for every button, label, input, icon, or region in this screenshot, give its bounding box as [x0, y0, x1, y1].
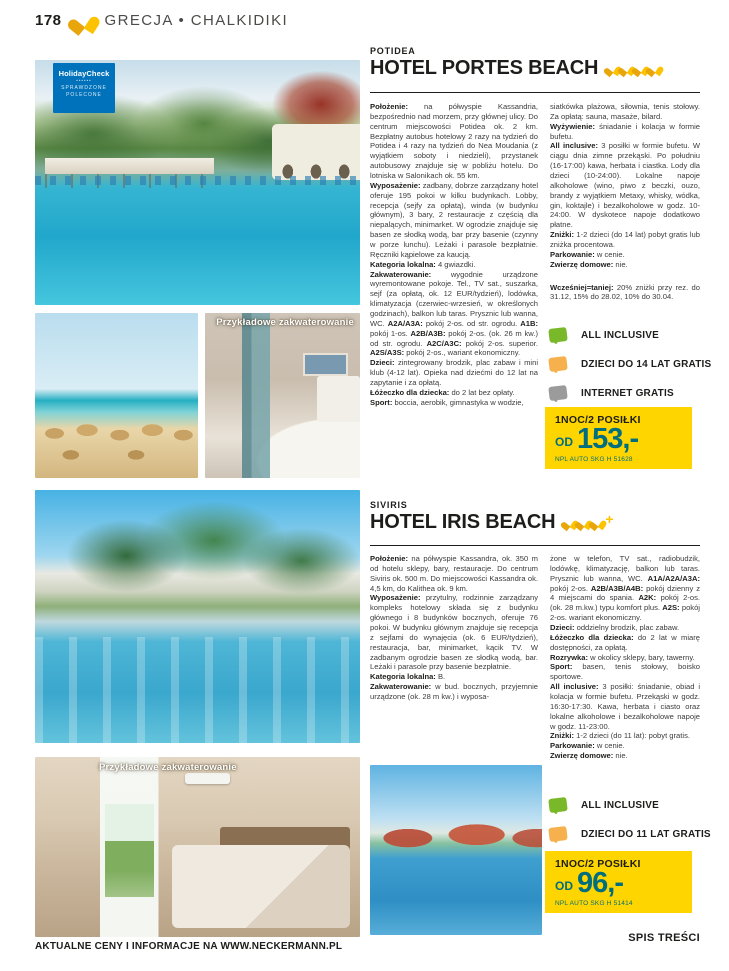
badge-label: INTERNET GRATIS — [581, 387, 674, 399]
hotel-name — [370, 511, 613, 534]
text-paragraph: żone w telefon, TV sat., radiobudzik, lodówkę, klimatyzację, balkon lub taras. Prysznic lub wanna, WC. A1A/A2A/A3A: pokój 2-os. A2B/A3B/A4B: pokój dzienny z 4 miejscami do spania. A2K: pokój 2-os. (ok. 28 m.kw.) typu komfort plus. A2S: pokój 2-os. wariant ekonomiczny. — [550, 554, 700, 623]
hotel-location-label: SIVIRIS — [370, 500, 408, 510]
text-paragraph: Zniżki: 1-2 dzieci (do 11 lat): pobyt gratis. — [550, 731, 690, 741]
text-paragraph: Wyżywienie: śniadanie i kolacja w formie bufetu. — [550, 121, 701, 141]
badge-kids-free — [549, 826, 711, 842]
brand-heart-icon — [72, 10, 94, 31]
photo-portes-pool — [35, 60, 360, 305]
photo-decor-reflection — [35, 637, 360, 743]
text-paragraph: Zwierzę domowe: nie. — [550, 259, 628, 269]
rating-heart-icon — [592, 517, 604, 529]
hotel-name-text: HOTEL IRIS BEACH — [370, 511, 556, 533]
text-paragraph: Wyposażenie: przytulny, rodzinnie zarządzany kompleks hotelowy składa się z budynku głównego i 8 budynków bocznych, oferuje 76 pokoi. W budynku głównym znajduje się recepcja z sejfami do wynajęcia (ok. 6 EUR/tydzień), restauracja, bar, minimarket, kącik TV. W zadbanym ogrodzie basen ze słodką wodą, bar. Leżaki i parasole przy basenie bezpłatnie. — [370, 593, 538, 672]
price-line — [555, 425, 682, 454]
photo-decor-pergola — [45, 158, 214, 174]
description-column-left — [370, 554, 538, 702]
photo-decor-loungers — [35, 176, 360, 185]
badge-all-inclusive — [549, 797, 711, 813]
photo-portes-room — [205, 313, 360, 478]
price-line — [555, 869, 682, 898]
holidaycheck-stars: •••••• — [76, 78, 92, 83]
description-column-right — [550, 102, 700, 302]
internet-free-icon — [548, 385, 568, 401]
hotel-name — [370, 57, 660, 80]
page-header — [35, 12, 288, 29]
price-prefix: OD — [555, 435, 573, 449]
photo-iris-poolside — [370, 765, 542, 935]
page-number: 178 — [35, 12, 62, 29]
photo-decor-picture — [303, 353, 347, 377]
badge-list — [549, 797, 711, 842]
badge-list — [549, 327, 711, 401]
text-paragraph: siatkówka plażowa, siłownia, tenis stołowy. Za opłatą: sauna, masaże, bilard. — [550, 102, 700, 121]
text-paragraph: Rozrywka: w okolicy sklepy, bary, tawerny. — [550, 652, 695, 662]
badge-all-inclusive — [549, 327, 711, 343]
title-divider — [370, 545, 700, 546]
text-paragraph: Sport: boccia, aerobik, gimnastyka w wodzie, — [370, 397, 524, 407]
text-paragraph: Kategoria lokalna: 4 gwiazdki. — [370, 259, 476, 269]
price-code: NPL AUTO SKG H 51414 — [555, 900, 633, 907]
photo-caption: Przykładowe zakwaterowanie — [99, 762, 237, 773]
badge-label: ALL INCLUSIVE — [581, 329, 659, 341]
text-paragraph: Zniżki: 1-2 dzieci (do 14 lat) pobyt gratis lub zniżka procentowa. — [550, 230, 700, 250]
rating-heart-icon — [649, 63, 661, 75]
badge-kids-free — [549, 356, 711, 372]
rating-plus: + — [605, 511, 614, 527]
text-paragraph: Położenie: na półwyspie Kassandria, bezpośrednio nad morzem, przy głównej ulicy. Do centrum miejscowości Potidea ok. 2 km. Bezpłatny autobus hotelowy 2 razy na tydzień do Potidea i 4 razy na tydzień do Nea Moudania (z wyjątkiem soboty i niedzieli), przystanek autobusowy znajduje się w pobliżu hotelu. Do lotniska w Salonikach ok. 55 km. — [370, 102, 538, 181]
all-inclusive-icon — [548, 797, 568, 813]
text-paragraph: Kategoria lokalna: B. — [370, 672, 446, 682]
description-column-right — [550, 554, 700, 761]
text-paragraph: All inclusive: 3 posiłki w formie bufetu. W ciągu dnia zimne przekąski. Po południu (16-17:00) kawa, herbata i ciastka. Lody dla dzieci (10-24:00). Lokalne napoje alkoholowe (wino, piwo z beczki, ouzo, brandy z wyjątkiem Metaxy, whisky, wódka, gin, koktajle) i bezalkoholowe w godz. 10-24:00. W dyskotece napoje dodatkowo płatne. — [550, 141, 700, 230]
photo-iris-pool — [35, 490, 360, 743]
all-inclusive-icon — [548, 327, 568, 343]
text-paragraph: Dzieci: zintegrowany brodzik, plac zabaw i mini klub (4-12 lat). Opieka nad dziećmi do 12 lat na zapytanie i za opłatą. — [370, 358, 539, 388]
holidaycheck-logo: HolidayCheck — [58, 69, 110, 78]
holidaycheck-badge — [53, 63, 115, 113]
title-divider — [370, 92, 700, 93]
text-paragraph: Parkowanie: w cenie. — [550, 249, 625, 259]
badge-label: ALL INCLUSIVE — [581, 799, 659, 811]
text-paragraph: Sport: basen, tenis stołowy, boisko sportowe. — [550, 662, 700, 682]
photo-portes-beach — [35, 313, 198, 478]
text-paragraph: Parkowanie: w cenie. — [550, 741, 625, 751]
photo-decor-umbrellas — [35, 313, 198, 478]
hotel-name-text: HOTEL PORTES BEACH — [370, 57, 599, 79]
hotel-rating — [604, 57, 660, 79]
price-code: NPL AUTO SKG H 51628 — [555, 456, 633, 463]
price-box — [545, 407, 692, 469]
text-paragraph: Zwierzę domowe: nie. — [550, 751, 628, 761]
photo-decor-ac-unit — [185, 773, 231, 784]
hotel-rating — [561, 511, 613, 533]
text-paragraph: Zakwaterowanie: wygodnie urządzone wyremontowane pokoje. Tel., TV sat., suszarka, sejf (za opłatą, ok. 12 EUR/tydzień), lodówka, klimatyzacja (czerwiec-wrzesień, w określonych godzinach), balkon lub taras. Prysznic lub wanna, WC. A2A/A3A: pokój 2-os. od str. ogrodu. A1B: pokój 1-os. A2B/A3B: pokój 2-os. (ok. 26 m kw.) od str. ogrodu. A2C/A3C: pokój 2-os. superior. A2S/A3S: pokój 2-os., wariant ekonomiczny. — [370, 269, 538, 358]
holidaycheck-line1: SPRAWDZONE — [61, 85, 107, 91]
footer-info: AKTUALNE CENY I INFORMACJE NA WWW.NECKERMANN.PL — [35, 941, 343, 952]
text-paragraph: Wyposażenie: zadbany, dobrze zarządzany hotel oferuje 195 pokoi w kilku budynkach. Lobby, recepcja (sejfy za opłatą), winda (w budynku głównym), 3 bary, 2 restauracje z częścią dla niepalących, minimarket. W ogrodzie znajduje się basen ze słodką wodą, bar przy basenie (czynny w porze lunchu). Leżaki i parasole bezpłatnie. Ręczniki kąpielowe za kaucją. — [370, 180, 539, 259]
price-box — [545, 851, 692, 913]
price-header: 1NOC/2 POSIŁKI — [555, 414, 641, 426]
badge-internet-free — [549, 385, 711, 401]
hotel-location-label: POTIDEA — [370, 46, 416, 56]
text-paragraph: Łóżeczko dla dziecka: do 2 lat w miarę dostępności, za opłatą. — [550, 632, 700, 652]
photo-decor-garden-view — [105, 804, 154, 898]
text-paragraph: All inclusive: 3 posiłki: śniadanie, obiad i kolacja w formie bufetu. Przekąski w godz. 16:30-17:30. Kawa, herbata i ciasto oraz lokalne alkoholowe i bezalkoholowe napoje w godz. 11-23:00. — [550, 682, 701, 731]
region-title: GRECJA • CHALKIDIKI — [104, 12, 289, 29]
holidaycheck-line2: POLECONE — [66, 92, 102, 98]
price-amount: 96,- — [577, 867, 623, 899]
photo-decor-building — [272, 124, 360, 180]
text-paragraph: Wcześniej=taniej: 20% zniżki przy rez. do 31.12, 15% do 28.02, 10% do 30.04. — [550, 282, 701, 302]
text-paragraph: Dzieci: oddzielny brodzik, plac zabaw. — [550, 623, 680, 633]
price-prefix: OD — [555, 879, 573, 893]
photo-iris-room — [35, 757, 360, 937]
text-paragraph: Zakwaterowanie: w bud. bocznych, przyjemnie urządzone (ok. 28 m kw.) i wyposa- — [370, 682, 538, 702]
price-header: 1NOC/2 POSIŁKI — [555, 858, 641, 870]
description-column-left — [370, 102, 538, 408]
badge-label: DZIECI DO 14 LAT GRATIS — [581, 358, 712, 370]
photo-decor-headboard — [317, 376, 360, 422]
price-amount: 153,- — [577, 423, 639, 455]
text-paragraph: Łóżeczko dla dziecka: do 2 lat bez opłaty. — [370, 387, 515, 397]
text-paragraph: Położenie: na półwyspie Kassandra, ok. 350 m od hotelu sklepy, bary, restauracje. Do centrum Siviris ok. 500 m. Do miejscowości Kassandra ok. 4,5 km, do Kalithea ok. 9 km. — [370, 554, 538, 593]
footer-toc-link[interactable]: SPIS TREŚCI — [628, 932, 700, 944]
kids-free-icon — [548, 356, 568, 372]
photo-decor-bed — [172, 845, 351, 928]
kids-free-icon — [548, 826, 568, 842]
badge-label: DZIECI DO 11 LAT GRATIS — [581, 828, 711, 840]
hotel-description — [370, 554, 702, 761]
photo-caption: Przykładowe zakwaterowanie — [216, 317, 354, 328]
